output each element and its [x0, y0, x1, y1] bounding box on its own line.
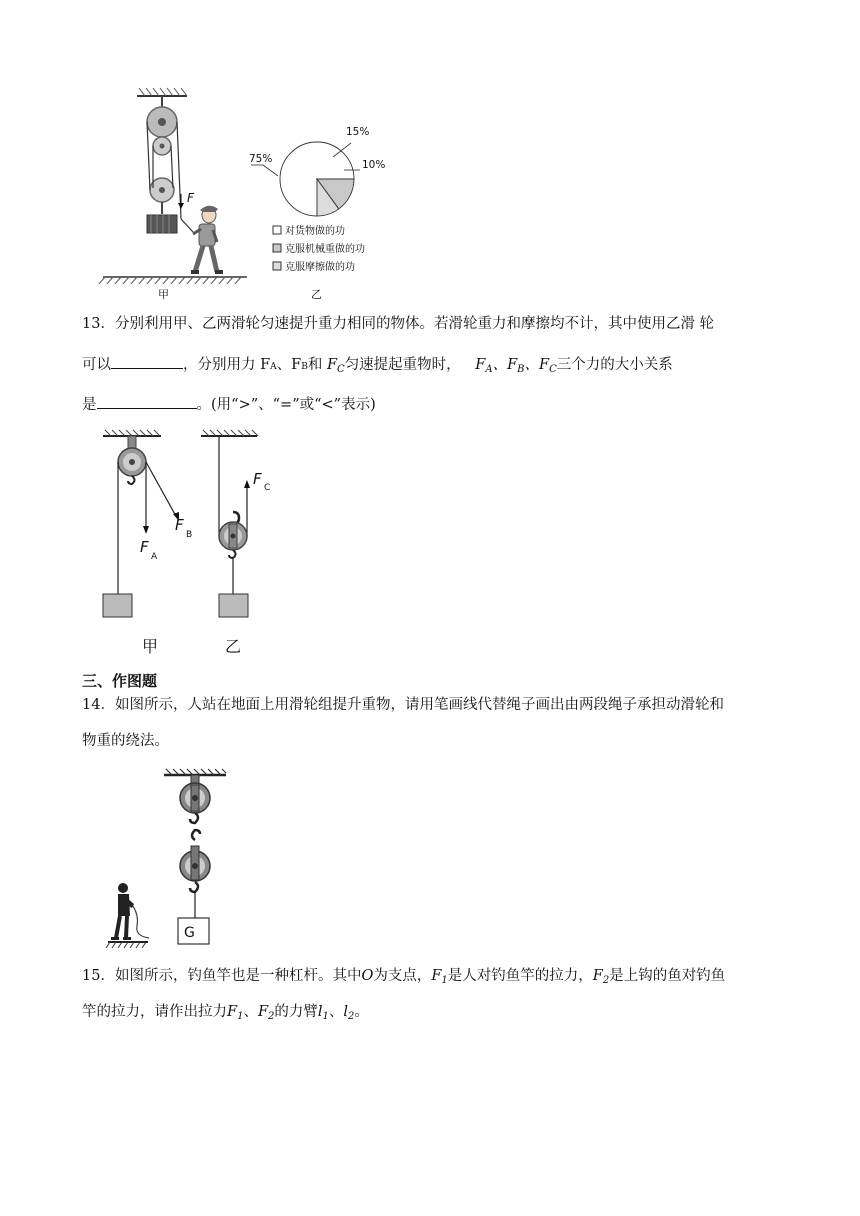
- legend-item-1: 克服机械重做的功: [285, 244, 365, 255]
- q13-line1: [82, 314, 714, 334]
- legend-swatch-2: [273, 262, 281, 270]
- figure-q12-pie-chart: [235, 118, 395, 306]
- q13-FC-label: F: [253, 470, 262, 488]
- q15-line1-a: 15．如图所示，钓鱼竿也是一种杠杆。其中: [82, 968, 362, 984]
- q15-line2-b: 、: [243, 1004, 258, 1020]
- q13-line3-a: 是: [82, 397, 97, 413]
- section-title: [82, 670, 157, 691]
- q14-person-figure: [111, 883, 149, 940]
- q15-l1: [318, 1004, 329, 1020]
- q15-line2: [82, 1002, 369, 1027]
- legend-swatch-0: [273, 226, 281, 234]
- q13-forces-inline: $F_A$、$F_B$、$F_C$: [475, 357, 557, 375]
- figure-q13-pulleys: [95, 428, 275, 660]
- q15-F1-sub: 1: [441, 975, 448, 986]
- pie-label-75: 75%: [249, 153, 273, 165]
- legend-item-0: 对货物做的功: [285, 226, 345, 237]
- q15-F1b-letter: F: [227, 1004, 238, 1020]
- q13-answer-blank-1[interactable]: [111, 354, 183, 369]
- pie-label-15: 15%: [346, 126, 370, 138]
- q15-line2-a: 竿的拉力，请作出拉力: [82, 1004, 227, 1020]
- q15-F2b-sub: 2: [268, 1011, 275, 1022]
- q15-F2-letter: F: [592, 968, 603, 984]
- q13-line3-b: 。(用“>”、“=”或“<”表示): [196, 397, 376, 413]
- q15-line1-c: 是人对钓鱼竿的拉力，: [447, 968, 593, 984]
- q15-line1-d: 是上钩的鱼对钓鱼: [609, 968, 726, 984]
- q13-line2-c: 和: [307, 357, 323, 373]
- q13-label-jia: 甲: [142, 637, 159, 656]
- legend-swatch-1: [273, 244, 281, 252]
- q15-fulcrum-O: O: [361, 968, 374, 984]
- q13-line2: [82, 354, 673, 380]
- q14-line2-text: 物重的绕法。: [82, 733, 169, 749]
- q15-line1: [82, 966, 725, 991]
- fig12-label-yi: 乙: [311, 288, 322, 301]
- q13-label-yi: 乙: [225, 637, 242, 656]
- q13-FC-sub: C: [264, 483, 271, 493]
- q13-FB-sub: B: [186, 530, 193, 540]
- q14-line1-text: 14．如图所示，人站在地面上用滑轮组提升重物，请用笔画线代替绳子画出由两段绳子承担动滑轮和: [82, 697, 724, 713]
- q14-line1: [82, 695, 724, 715]
- figure-q14-pulley-group: [100, 766, 240, 952]
- q15-l2-letter: l: [343, 1004, 349, 1020]
- q15-line2-c: 的力臂: [274, 1004, 318, 1020]
- q14-weight-label: G: [184, 925, 195, 941]
- q13-FA-label: F: [140, 538, 149, 556]
- legend-item-2: 克服摩擦做的功: [285, 262, 355, 273]
- q15-l2-sub: 2: [348, 1011, 355, 1022]
- q15-F1-letter: F: [431, 968, 442, 984]
- q13-FB-label: F: [175, 516, 184, 534]
- q15-l2: [343, 1004, 354, 1020]
- q15-F2-b: [258, 1004, 274, 1020]
- fig12-force-label: F: [187, 191, 194, 205]
- q13-line1-text: 13．分别利用甲、乙两滑轮匀速提升重力相同的物体。若滑轮重力和摩擦均不计，其中使用乙滑 轮: [82, 316, 715, 332]
- q14-line2: [82, 731, 169, 751]
- person-figure: [191, 206, 223, 274]
- q13-line2-a: 可以: [82, 357, 111, 373]
- q15-F1b-sub: 1: [237, 1011, 244, 1022]
- q13-FC-inline: $F_C$: [326, 357, 345, 375]
- q15-line2-e: 。: [354, 1004, 369, 1020]
- q13-sub-B: B: [301, 362, 308, 372]
- q13-line2-b: ，分别用力 F: [183, 357, 271, 373]
- q15-F2: [593, 968, 609, 984]
- q15-l1-letter: l: [317, 1004, 323, 1020]
- q15-line2-d: 、: [328, 1004, 344, 1020]
- q13-line2-e: 三个力的大小关系: [556, 357, 673, 373]
- q13-sub-A: A: [270, 362, 277, 372]
- fig12-label-jia: 甲: [158, 288, 169, 301]
- q13-answer-blank-2[interactable]: [97, 394, 197, 409]
- q15-F1: [431, 968, 447, 984]
- pie-label-10: 10%: [362, 159, 386, 171]
- q13-sep1: 、F: [276, 357, 302, 373]
- q13-FA-sub: A: [151, 552, 158, 562]
- q13-line2-d: 匀速提起重物时，: [344, 357, 461, 373]
- q15-l1-sub: 1: [322, 1011, 329, 1022]
- q15-F2b-letter: F: [257, 1004, 268, 1020]
- q15-F1-b: [227, 1004, 243, 1020]
- q13-line3: [82, 394, 376, 415]
- q15-F2-sub: 2: [602, 975, 610, 986]
- q15-line1-b: 为支点，: [373, 968, 432, 984]
- section-title-text: 三、作图题: [82, 672, 158, 690]
